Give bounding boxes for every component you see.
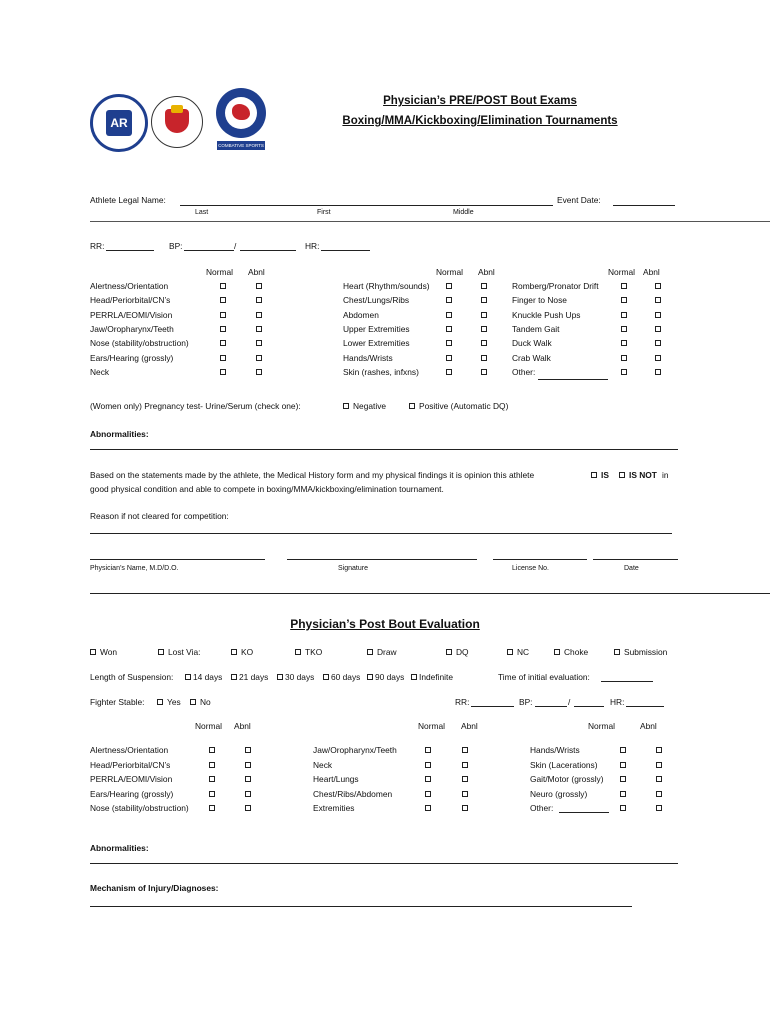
page-title: Physician’s PRE/POST Bout Exams [383,95,577,107]
post-normal-checkbox[interactable] [209,762,215,768]
suspension-label: Indefinite [419,672,453,682]
normal-checkbox[interactable] [446,326,452,332]
statement-in: in [662,470,669,480]
post-exam-item-label: Ears/Hearing (grossly) [90,788,174,799]
abnl-checkbox[interactable] [655,355,661,361]
athlete-name-label: Athlete Legal Name: [90,195,166,205]
normal-checkbox[interactable] [446,369,452,375]
stable-no-label: No [200,697,211,707]
exam-item-label: Tandem Gait [512,323,560,334]
arp-logo-mark: AR [106,110,132,136]
mechanism-label: Mechanism of Injury/Diagnoses: [90,883,219,893]
last-caption: Last [195,209,209,216]
post-abnl-checkbox[interactable] [656,762,662,768]
abnl-checkbox[interactable] [256,297,262,303]
abnormalities-label: Abnormalities: [90,429,149,439]
abnl-checkbox[interactable] [481,369,487,375]
exam-item-label: Knuckle Push Ups [512,309,581,320]
negative-checkbox[interactable] [343,403,349,409]
outcome-label: Lost Via: [168,647,201,657]
exam-item-label: Duck Walk [512,338,552,349]
first-caption: First [317,209,331,216]
combative-sports-logo [216,88,266,138]
physician-name-field[interactable] [90,559,265,560]
abnl-checkbox[interactable] [256,326,262,332]
outcome-checkbox[interactable] [367,649,373,655]
normal-checkbox[interactable] [621,326,627,332]
outcome-label: NC [517,647,530,657]
post-exam-item-label: Head/Periorbital/CN’s [90,759,171,770]
suspension-checkbox[interactable] [277,674,283,680]
is-not-label: IS NOT [629,470,657,480]
normal-checkbox[interactable] [220,340,226,346]
abnl-checkbox[interactable] [481,340,487,346]
post-exam-item-label: Nose (stability/obstruction) [90,803,189,813]
time-eval-field[interactable] [601,681,653,682]
post-hr-field[interactable] [626,706,664,707]
normal-checkbox[interactable] [220,283,226,289]
exam-item-label: Ears/Hearing (grossly) [90,352,174,363]
outcome-checkbox[interactable] [231,649,237,655]
exam-item-label: PERRLA/EOMI/Vision [90,309,173,320]
post-exam-item-label: Chest/Ribs/Abdomen [313,788,393,799]
outcome-label: TKO [305,647,323,657]
abnl-checkbox[interactable] [256,283,262,289]
post-abnl-checkbox[interactable] [245,791,251,797]
stable-yes-checkbox[interactable] [157,699,163,705]
post-rr-field[interactable] [471,706,514,707]
post-col2-abnl-header: Abnl [461,721,478,731]
abnl-checkbox[interactable] [655,283,661,289]
normal-checkbox[interactable] [621,369,627,375]
exam-item-label: Jaw/Oropharynx/Teeth [90,323,174,334]
post-col3-abnl-header: Abnl [640,721,657,731]
abnl-checkbox[interactable] [481,297,487,303]
outcome-checkbox[interactable] [295,649,301,655]
bp-systolic-field[interactable] [184,250,234,251]
abnl-checkbox[interactable] [481,355,487,361]
post-normal-checkbox[interactable] [620,762,626,768]
bp-diastolic-field[interactable] [240,250,296,251]
normal-checkbox[interactable] [446,340,452,346]
suspension-label: 21 days [239,672,269,682]
normal-checkbox[interactable] [220,312,226,318]
signature-field[interactable] [287,559,477,560]
statement-line1: Based on the statements made by the athlete, the Medical History form and my physical findings it is opinion this athlete [90,470,535,480]
exam-item-label: Neck [90,366,110,377]
abnl-checkbox[interactable] [481,312,487,318]
event-date-field[interactable] [613,205,675,206]
outcome-checkbox[interactable] [158,649,164,655]
post-bout-title: Physician’s Post Bout Evaluation [290,617,480,631]
hr-label: HR: [305,241,320,251]
date-caption: Date [624,565,639,572]
normal-checkbox[interactable] [220,297,226,303]
normal-checkbox[interactable] [621,297,627,303]
post-bp-label: BP: [519,697,533,707]
exam-item-label: Upper Extremities [343,323,410,334]
pre-col3-normal-header: Normal [608,267,635,277]
boxing-association-seal [151,96,203,148]
outcome-checkbox[interactable] [507,649,513,655]
post-exam-item-label: Gait/Motor (grossly) [530,774,604,784]
post-exam-item-label: Hands/Wrists [530,745,580,755]
reason-field[interactable] [90,533,672,534]
abnl-checkbox[interactable] [481,326,487,332]
abnl-checkbox[interactable] [655,340,661,346]
stable-yes-label: Yes [167,697,181,707]
post-exam-item-label: Other: [530,803,554,813]
post-abnl-checkbox[interactable] [656,805,662,811]
is-not-checkbox[interactable] [619,472,625,478]
post-abnl-checkbox[interactable] [656,776,662,782]
mechanism-field[interactable] [90,906,632,907]
bp-label: BP: [169,241,183,251]
athlete-name-field[interactable] [180,205,553,206]
abnl-checkbox[interactable] [655,369,661,375]
arp-logo [90,94,148,152]
suspension-label: 90 days [375,672,405,682]
normal-checkbox[interactable] [621,283,627,289]
post-bp-systolic-field[interactable] [535,706,567,707]
post-abnormalities-label: Abnormalities: [90,843,149,853]
post-normal-checkbox[interactable] [425,762,431,768]
reason-label: Reason if not cleared for competition: [90,511,229,521]
exam-item-label: Heart (Rhythm/sounds) [343,281,430,291]
outcome-label: DQ [456,647,469,657]
post-abnl-checkbox[interactable] [462,776,468,782]
outcome-label: Choke [564,647,589,657]
post-other-field[interactable] [559,812,609,813]
negative-label: Negative [353,401,387,411]
post-abnl-checkbox[interactable] [245,805,251,811]
combative-sports-caption: COMBATIVE SPORTS [218,143,264,148]
pregnancy-label: (Women only) Pregnancy test- Urine/Serum (check one): [90,401,301,411]
normal-checkbox[interactable] [220,355,226,361]
suspension-label: 14 days [193,672,223,682]
normal-checkbox[interactable] [446,355,452,361]
pre-col3-abnl-header: Abnl [643,267,660,277]
post-exam-item-label: Neuro (grossly) [530,788,588,799]
abnl-checkbox[interactable] [655,297,661,303]
post-abnl-checkbox[interactable] [656,747,662,753]
post-exam-item-label: Extremities [313,803,355,813]
abnl-checkbox[interactable] [256,312,262,318]
post-rr-label: RR: [455,697,470,707]
outcome-label: Draw [377,647,397,657]
post-abnl-checkbox[interactable] [245,762,251,768]
outcome-label: KO [241,647,254,657]
exam-item-label: Other: [512,366,536,377]
post-exam-item-label: Jaw/Oropharynx/Teeth [313,745,397,755]
suspension-label: Length of Suspension: [90,672,174,682]
post-normal-checkbox[interactable] [425,805,431,811]
post-bp-diastolic-field[interactable] [574,706,604,707]
post-abnl-checkbox[interactable] [462,747,468,753]
suspension-checkbox[interactable] [231,674,237,680]
abnormalities-field[interactable] [90,449,678,450]
outcome-checkbox[interactable] [90,649,96,655]
post-abnl-checkbox[interactable] [245,776,251,782]
positive-label: Positive (Automatic DQ) [419,401,509,411]
exam-item-label: Finger to Nose [512,295,567,306]
physician-name-caption: Physician’s Name, M.D/D.O. [90,565,179,572]
exam-item-label: Chest/Lungs/Ribs [343,295,410,306]
abnl-checkbox[interactable] [256,340,262,346]
exam-item-label: Alertness/Orientation [90,281,169,291]
post-abnl-checkbox[interactable] [462,762,468,768]
positive-checkbox[interactable] [409,403,415,409]
suspension-label: 60 days [331,672,361,682]
normal-checkbox[interactable] [220,369,226,375]
outcome-checkbox[interactable] [554,649,560,655]
normal-checkbox[interactable] [621,312,627,318]
post-exam-item-label: Neck [313,759,333,770]
abnl-checkbox[interactable] [481,283,487,289]
exam-item-label: Hands/Wrists [343,352,393,363]
pre-col2-abnl-header: Abnl [478,267,495,277]
event-date-label: Event Date: [557,195,601,205]
post-normal-checkbox[interactable] [425,776,431,782]
pre-col1-normal-header: Normal [206,267,233,277]
pre-col1-abnl-header: Abnl [248,267,265,277]
exam-item-label: Crab Walk [512,352,551,363]
is-checkbox[interactable] [591,472,597,478]
abnl-checkbox[interactable] [655,312,661,318]
outcome-checkbox[interactable] [446,649,452,655]
exam-item-label: Abdomen [343,309,379,320]
normal-checkbox[interactable] [446,297,452,303]
stable-no-checkbox[interactable] [190,699,196,705]
page-subtitle: Boxing/MMA/Kickboxing/Elimination Tournaments [342,115,618,127]
middle-caption: Middle [453,209,474,216]
post-normal-checkbox[interactable] [620,805,626,811]
normal-checkbox[interactable] [446,283,452,289]
outcome-label: Submission [624,647,668,657]
pre-col2-normal-header: Normal [436,267,463,277]
signature-caption: Signature [338,565,368,572]
post-col1-normal-header: Normal [195,721,222,731]
post-bp-separator: / [568,697,571,707]
post-normal-checkbox[interactable] [209,791,215,797]
divider [90,221,770,222]
date-field[interactable] [593,559,678,560]
bp-separator: / [234,241,237,251]
post-normal-checkbox[interactable] [620,747,626,753]
post-col1-abnl-header: Abnl [234,721,251,731]
abnl-checkbox[interactable] [256,369,262,375]
post-normal-checkbox[interactable] [209,747,215,753]
post-exam-item-label: PERRLA/EOMI/Vision [90,774,173,784]
suspension-checkbox[interactable] [411,674,417,680]
exam-item-label: Nose (stability/obstruction) [90,338,189,349]
suspension-checkbox[interactable] [185,674,191,680]
post-exam-item-label: Skin (Lacerations) [530,759,598,770]
normal-checkbox[interactable] [621,340,627,346]
post-normal-checkbox[interactable] [209,776,215,782]
post-abnormalities-field[interactable] [90,863,678,864]
normal-checkbox[interactable] [446,312,452,318]
post-exam-item-label: Alertness/Orientation [90,745,169,755]
normal-checkbox[interactable] [220,326,226,332]
other-field[interactable] [538,379,608,380]
exam-item-label: Lower Extremities [343,338,410,349]
exam-item-label: Head/Periorbital/CN’s [90,295,171,306]
post-abnl-checkbox[interactable] [462,791,468,797]
outcome-label: Won [100,647,118,657]
exam-item-label: Romberg/Pronator Drift [512,281,599,291]
suspension-checkbox[interactable] [323,674,329,680]
post-hr-label: HR: [610,697,625,707]
post-normal-checkbox[interactable] [425,791,431,797]
rr-field[interactable] [106,250,154,251]
post-normal-checkbox[interactable] [620,791,626,797]
license-caption: License No. [512,565,549,572]
abnl-checkbox[interactable] [655,326,661,332]
time-eval-label: Time of initial evaluation: [498,672,590,682]
statement-line2: good physical condition and able to compete in boxing/MMA/kickboxing/elimination tournament. [90,484,444,494]
post-abnl-checkbox[interactable] [462,805,468,811]
suspension-checkbox[interactable] [367,674,373,680]
post-col2-normal-header: Normal [418,721,445,731]
post-abnl-checkbox[interactable] [245,747,251,753]
rr-label: RR: [90,241,105,251]
post-col3-normal-header: Normal [588,721,615,731]
outcome-checkbox[interactable] [614,649,620,655]
section-divider [90,593,770,594]
abnl-checkbox[interactable] [256,355,262,361]
fighter-stable-label: Fighter Stable: [90,697,145,707]
suspension-label: 30 days [285,672,315,682]
is-label: IS [601,470,609,480]
post-normal-checkbox[interactable] [620,776,626,782]
normal-checkbox[interactable] [621,355,627,361]
post-exam-item-label: Heart/Lungs [313,774,359,784]
hr-field[interactable] [321,250,370,251]
post-normal-checkbox[interactable] [425,747,431,753]
license-field[interactable] [493,559,587,560]
exam-item-label: Skin (rashes, infxns) [343,366,419,377]
post-normal-checkbox[interactable] [209,805,215,811]
post-abnl-checkbox[interactable] [656,791,662,797]
